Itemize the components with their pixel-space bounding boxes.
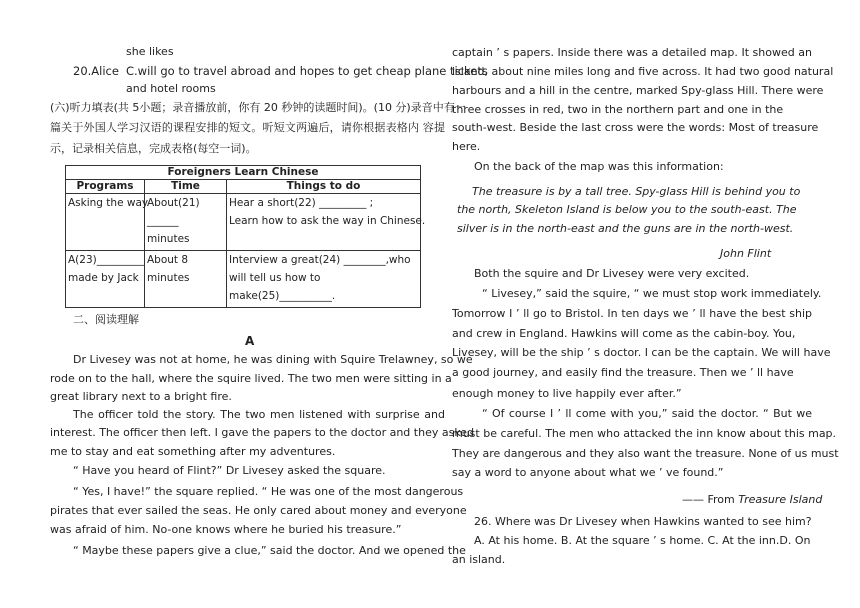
passage-line: south-west. Beside the last cross were the words: Most of treasure: [452, 121, 819, 134]
signature: John Flint: [720, 247, 772, 260]
table-header-things: Things to do: [227, 180, 421, 194]
table-title: Foreigners Learn Chinese: [66, 166, 421, 180]
instruction-line: 篇关于外国人学习汉语的课程安排的短文。听短文两遍后，请你根据表格内 容提: [50, 121, 445, 134]
table-row: [66, 194, 421, 251]
passage-line: island, about nine miles long and five across. It had two good natural: [452, 65, 834, 78]
passage-line: three crosses in red, two in the northern part and one in the: [452, 103, 784, 116]
passage-line: On the back of the map was this information:: [474, 160, 724, 173]
passage-line: must be careful. The men who attacked the inn know about this map.: [452, 427, 837, 440]
passage-line: enough money to live happily ever after.”: [452, 387, 682, 400]
question-stem: 26. Where was Dr Livesey when Hawkins wanted to see him?: [474, 515, 812, 528]
passage-line: a good journey, and easily find the treasure. Then we ’ ll have: [452, 366, 794, 379]
passage-label: A: [245, 334, 255, 348]
passage-line: captain ’ s papers. Inside there was a detailed map. It showed an: [452, 46, 812, 59]
passage-line: Both the squire and Dr Livesey were very excited.: [474, 267, 750, 280]
passage-line: “ Have you heard of Flint?” Dr Livesey asked the square.: [73, 464, 386, 477]
table-cell-time: About(21) ______ minutes: [145, 194, 227, 251]
listening-table: [65, 165, 426, 308]
table-cell-program: A(23)_________ made by Jack: [66, 251, 145, 308]
source-title: Treasure Island: [738, 493, 823, 506]
table-cell-things: Hear a short(22) _________ ; Learn how to ask the way in Chinese.: [227, 194, 421, 251]
passage-line: Livesey, will be the ship ’ s doctor. I can be the captain. We will have: [452, 346, 831, 359]
table-header-programs: Programs: [66, 180, 145, 194]
match-item-20-label: 20.Alice: [73, 64, 119, 78]
passage-line: “ Yes, I have!” the square replied. “ He was one of the most dangerous: [73, 485, 464, 498]
passage-line: Tomorrow I ’ ll go to Bristol. In ten days we ’ ll have the best ship: [452, 307, 812, 320]
passage-line: here.: [452, 140, 481, 153]
table-cell-things: Interview a great(24) ________,who will tell us how to make(25)__________.: [227, 251, 421, 308]
question-options: A. At his home. B. At the square ’ s home. C. At the inn.D. On: [474, 534, 811, 547]
passage-line: “ Livesey,” said the squire, “ we must stop work immediately.: [482, 287, 822, 300]
passage-line: rode on to the hall, where the squire lived. The two men were sitting in a: [50, 372, 452, 385]
passage-line: They are dangerous and they also want the treasure. None of us must: [452, 447, 839, 460]
table-cell-program: Asking the way: [66, 194, 145, 251]
match-prev-line: she likes: [126, 45, 174, 58]
instruction-line: 示，记录相关信息，完成表格(每空一词)。: [50, 142, 257, 155]
match-item-20-line2: and hotel rooms: [126, 82, 216, 95]
section-heading: 二、阅读理解: [73, 313, 139, 326]
source-line: [682, 493, 822, 507]
table-row: [66, 251, 421, 308]
map-note-line: silver is in the north-east and the guns are in the north-west.: [457, 222, 794, 235]
passage-line: harbours and a hill in the centre, marked Spy-glass Hill. There were: [452, 84, 824, 97]
passage-line: The officer told the story. The two men listened with surprise and: [73, 408, 445, 421]
passage-line: and crew in England. Hawkins will come as the cabin-boy. You,: [452, 327, 796, 340]
map-note-line: the north, Skeleton Island is below you to the south-east. The: [457, 203, 797, 216]
instruction-line: (六)听力填表(共 5小题；录音播放前，你有 20 秒钟的读题时间)。(10 分)录音中有一: [50, 101, 466, 114]
passage-line: Dr Livesey was not at home, he was dining with Squire Trelawney, so we: [73, 353, 473, 366]
passage-line: “ Of course I ’ ll come with you,” said the doctor. “ But we: [482, 407, 812, 420]
passage-line: interest. The officer then left. I gave the papers to the doctor and they asked: [50, 426, 475, 439]
passage-line: say a word to anyone about what we ’ ve found.”: [452, 466, 724, 479]
match-item-20-line1: C.will go to travel abroad and hopes to get cheap plane tickets: [126, 64, 488, 78]
passage-line: was afraid of him. No-one knows where he buried his treasure.”: [50, 523, 402, 536]
passage-line: great library next to a bright fire.: [50, 390, 232, 403]
source-prefix: —— From: [682, 493, 739, 506]
map-note-line: The treasure is by a tall tree. Spy-glass Hill is behind you to: [472, 185, 801, 198]
table-header-time: Time: [145, 180, 227, 194]
table-cell-time: About 8 minutes: [145, 251, 227, 308]
passage-line: pirates that ever sailed the seas. He only cared about money and everyone: [50, 504, 467, 517]
passage-line: me to stay and eat something after my adventures.: [50, 445, 336, 458]
question-options-cont: an island.: [452, 553, 506, 566]
passage-line: “ Maybe these papers give a clue,” said the doctor. And we opened the: [73, 544, 466, 557]
